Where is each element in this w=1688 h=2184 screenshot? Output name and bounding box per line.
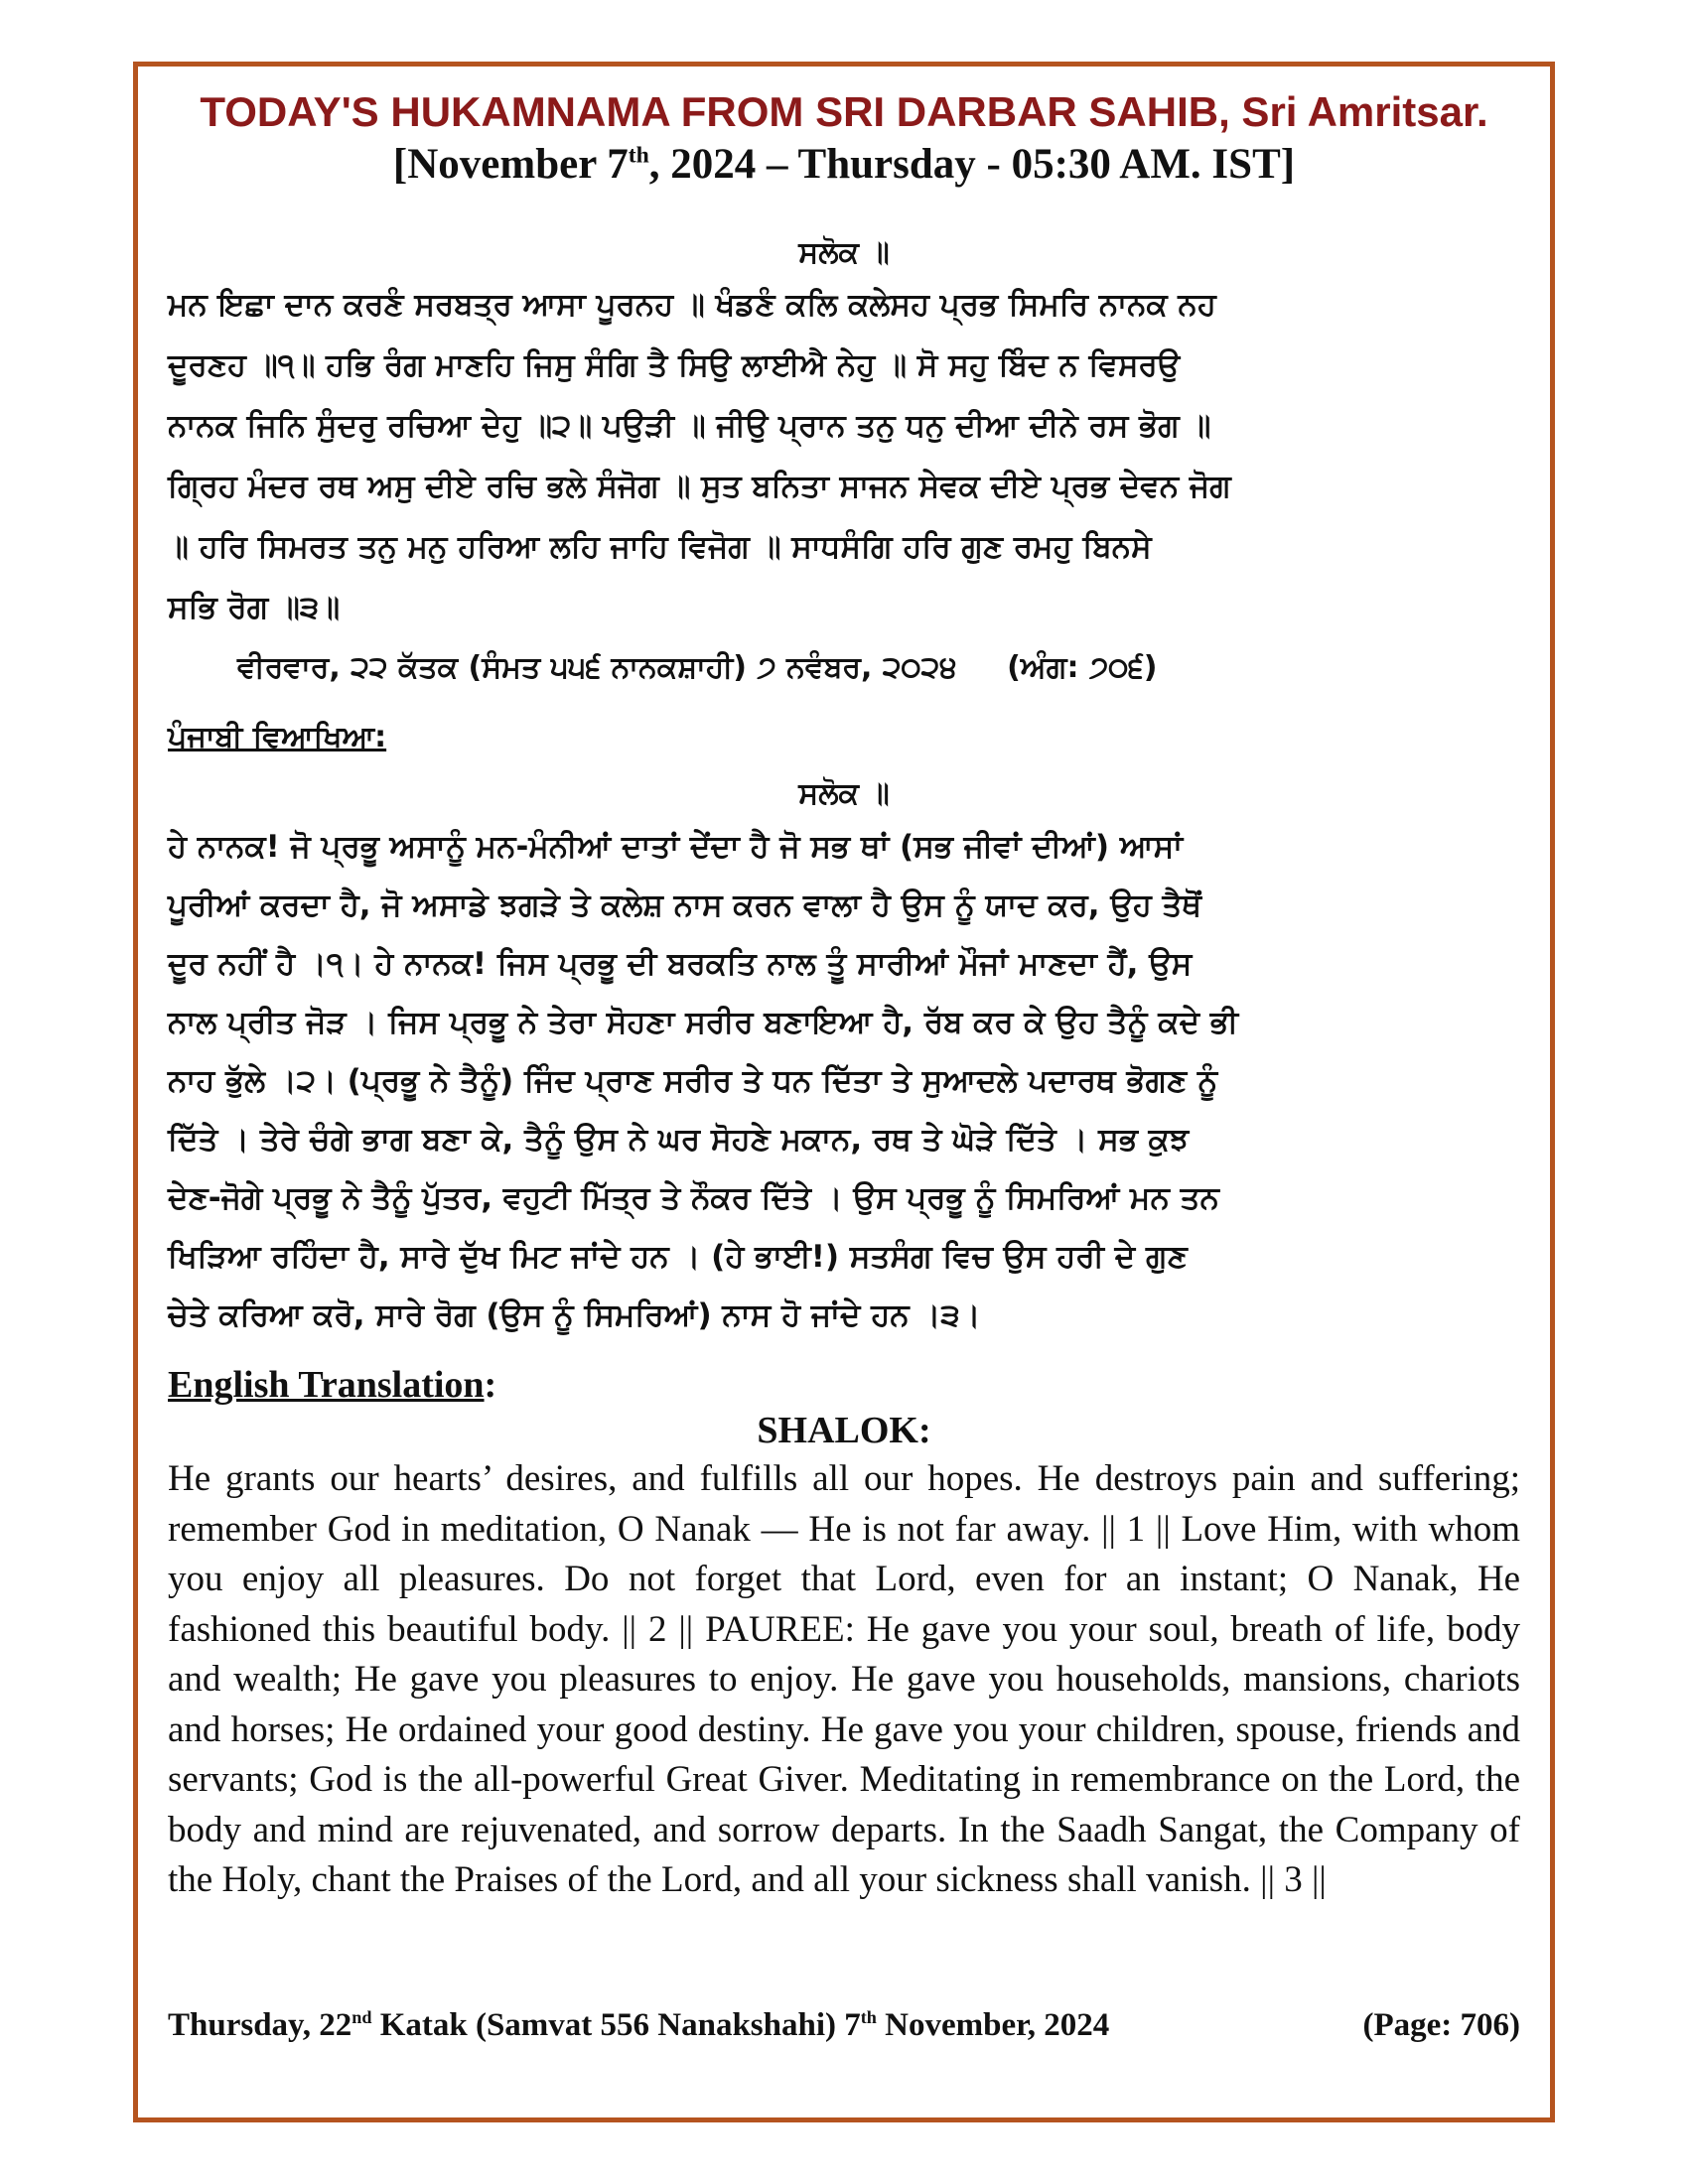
punjabi-line: ਨਾਲ ਪ੍ਰੀਤ ਜੋੜ । ਜਿਸ ਪ੍ਰਭੂ ਨੇ ਤੇਰਾ ਸੋਹਣਾ ਸਰੀਰ ਬਣਾਇਆ ਹੈ, ਰੱਬ ਕਰ ਕੇ ਉਹ ਤੈਨੂੰ ਕਦੇ ਭੀ (168, 1005, 1239, 1040)
gurbani-line: ਦੂਰਣਹ ॥੧॥ ਹਭਿ ਰੰਗ ਮਾਣਹਿ ਜਿਸੁ ਸੰਗਿ ਤੈ ਸਿਉ ਲਾਈਐ ਨੇਹੁ ॥ ਸੋ ਸਹੁ ਬਿੰਦ ਨ ਵਿਸਰਉ (168, 347, 1181, 383)
page-number: (Page: 706) (1362, 2007, 1520, 2043)
date-sup-b: th (860, 2007, 877, 2027)
subtitle-date-suffix: , 2024 – Thursday - 05:30 AM. IST] (648, 141, 1296, 188)
english-translation-label (168, 1363, 496, 1407)
punjabi-line: ਪੂਰੀਆਂ ਕਰਦਾ ਹੈ, ਜੋ ਅਸਾਡੇ ਝਗੜੇ ਤੇ ਕਲੇਸ਼ ਨਾਸ ਕਰਨ ਵਾਲਾ ਹੈ ਉਸ ਨੂੰ ਯਾਦ ਕਰ, ਉਹ ਤੈਥੋਂ (168, 887, 1202, 923)
date-part-c: November, 2024 (876, 2007, 1110, 2043)
english-date (168, 2007, 1109, 2044)
subtitle-date-prefix: [November 7 (392, 141, 629, 188)
english-label-colon: : (484, 1364, 497, 1406)
document-frame (133, 62, 1555, 2122)
gurbani-line: ਗ੍ਰਿਹ ਮੰਦਰ ਰਥ ਅਸੁ ਦੀਏ ਰਚਿ ਭਲੇ ਸੰਜੋਗ ॥ ਸੁਤ ਬਨਿਤਾ ਸਾਜਨ ਸੇਵਕ ਦੀਏ ਪ੍ਰਭ ਦੇਵਨ ਜੋਗ (168, 469, 1231, 504)
date-part-a: Thursday, 22 (168, 2007, 352, 2043)
english-label-text: English Translation (168, 1364, 485, 1406)
page-subtitle-date (138, 140, 1550, 189)
punjabi-line: ਖਿੜਿਆ ਰਹਿੰਦਾ ਹੈ, ਸਾਰੇ ਦੁੱਖ ਮਿਟ ਜਾਂਦੇ ਹਨ । (ਹੇ ਭਾਈ!) ਸਤਸੰਗ ਵਿਚ ਉਸ ਹਰੀ ਦੇ ਗੁਣ (168, 1239, 1188, 1275)
gurbani-line: ਨਾਨਕ ਜਿਨਿ ਸੁੰਦਰੁ ਰਚਿਆ ਦੇਹੁ ॥੨॥ ਪਉੜੀ ॥ ਜੀਉ ਪ੍ਰਾਨ ਤਨੁ ਧਨੁ ਦੀਆ ਦੀਨੇ ਰਸ ਭੋਗ ॥ (168, 408, 1211, 444)
english-heading: SHALOK: (757, 1410, 931, 1451)
gurbani-line: ਮਨ ਇਛਾ ਦਾਨ ਕਰਣੰ ਸਰਬਤ੍ਰ ਆਸਾ ਪੂਰਨਹ ॥ ਖੰਡਣੰ ਕਲਿ ਕਲੇਸਹ ਪ੍ਰਭ ਸਿਮਰਿ ਨਾਨਕ ਨਹ (168, 287, 1216, 323)
page-title: TODAY'S HUKAMNAMA FROM SRI DARBAR SAHIB, Sri Amritsar. (200, 88, 1488, 135)
punjabi-line: ਦੇਣ-ਜੋਗੇ ਪ੍ਰਭੂ ਨੇ ਤੈਨੂੰ ਪੁੱਤਰ, ਵਹੁਟੀ ਮਿੱਤ੍ਰ ਤੇ ਨੌਕਰ ਦਿੱਤੇ । ਉਸ ਪ੍ਰਭੂ ਨੂੰ ਸਿਮਰਿਆਂ ਮਨ ਤਨ (168, 1180, 1219, 1216)
punjabi-line: ਨਾਹ ਭੁੱਲੇ ।੨। (ਪ੍ਰਭੂ ਨੇ ਤੈਨੂੰ) ਜਿੰਦ ਪ੍ਰਾਣ ਸਰੀਰ ਤੇ ਧਨ ਦਿੱਤਾ ਤੇ ਸੁਆਦਲੇ ਪਦਾਰਥ ਭੋਗਣ ਨੂੰ (168, 1063, 1218, 1099)
english-translation-text: He grants our hearts’ desires, and fulfills all our hopes. He destroys pain and suffering; remember God in meditation, O Nanak — He is not far away. || 1 || Love Him, with whom you enjoy all pleasures. Do not forget that Lord, even for an instant; O Nanak, He fashioned this beautiful body. || 2 || PAUREE: He gave you your soul, breath of life, body and wealth; He gave you pleasures to enjoy. He gave you households, mansions, chariots and horses; He ordained your good destiny. He gave you your children, spouse, friends and servants; God is the all-powerful Great Giver. Meditating in remembrance on the Lord, the body and mind are rejuvenated, and sorrow departs. In the Saadh Sangat, the Company of the Holy, chant the Praises of the Lord, and all your sickness shall vanish. || 3 || (168, 1458, 1520, 1900)
date-part-b: Katak (Samvat 556 Nanakshahi) 7 (371, 2007, 861, 2043)
punjabi-heading: ਸਲੋਕ ॥ (798, 776, 890, 811)
gurbani-line: ਸਭਿ ਰੋਗ ॥੩॥ (168, 590, 341, 625)
subtitle-date-sup: th (628, 142, 649, 169)
gurmukhi-ang: (ਅੰਗ: ੭੦੬) (1007, 650, 1158, 685)
gurbani-line: ॥ ਹਰਿ ਸਿਮਰਤ ਤਨੁ ਮਨੁ ਹਰਿਆ ਲਹਿ ਜਾਹਿ ਵਿਜੋਗ ॥ ਸਾਧਸੰਗਿ ਹਰਿ ਗੁਣ ਰਮਹੁ ਬਿਨਸੇ (168, 529, 1152, 565)
gurmukhi-dateline (237, 650, 1520, 685)
punjabi-line: ਚੇਤੇ ਕਰਿਆ ਕਰੋ, ਸਾਰੇ ਰੋਗ (ਉਸ ਨੂੰ ਸਿਮਰਿਆਂ) ਨਾਸ ਹੋ ਜਾਂਦੇ ਹਨ ।੩। (168, 1297, 981, 1333)
punjabi-line: ਦੂਰ ਨਹੀਂ ਹੈ ।੧। ਹੇ ਨਾਨਕ! ਜਿਸ ਪ੍ਰਭੂ ਦੀ ਬਰਕਤਿ ਨਾਲ ਤੂੰ ਸਾਰੀਆਂ ਮੌਜਾਂ ਮਾਣਦਾ ਹੈਂ, ਉਸ (168, 946, 1193, 982)
gurbani-heading: ਸਲੋਕ ॥ (798, 235, 890, 270)
english-dateline (168, 2007, 1520, 2044)
punjabi-explanation-label: ਪੰਜਾਬੀ ਵਿਆਖਿਆ: (168, 720, 387, 754)
gurmukhi-date: ਵੀਰਵਾਰ, ੨੨ ਕੱਤਕ (ਸੰਮਤ ੫੫੬ ਨਾਨਕਸ਼ਾਹੀ) ੭ ਨਵੰਬਰ, ੨੦੨੪ (237, 650, 957, 685)
date-sup-a: nd (352, 2007, 372, 2027)
punjabi-line: ਹੇ ਨਾਨਕ! ਜੋ ਪ੍ਰਭੂ ਅਸਾਨੂੰ ਮਨ-ਮੰਨੀਆਂ ਦਾਤਾਂ ਦੇਂਦਾ ਹੈ ਜੋ ਸਭ ਥਾਂ (ਸਭ ਜੀਵਾਂ ਦੀਆਂ) ਆਸਾਂ (168, 829, 1183, 865)
punjabi-line: ਦਿੱਤੇ । ਤੇਰੇ ਚੰਗੇ ਭਾਗ ਬਣਾ ਕੇ, ਤੈਨੂੰ ਉਸ ਨੇ ਘਰ ਸੋਹਣੇ ਮਕਾਨ, ਰਥ ਤੇ ਘੋੜੇ ਦਿੱਤੇ । ਸਭ ਕੁਝ (168, 1122, 1190, 1158)
